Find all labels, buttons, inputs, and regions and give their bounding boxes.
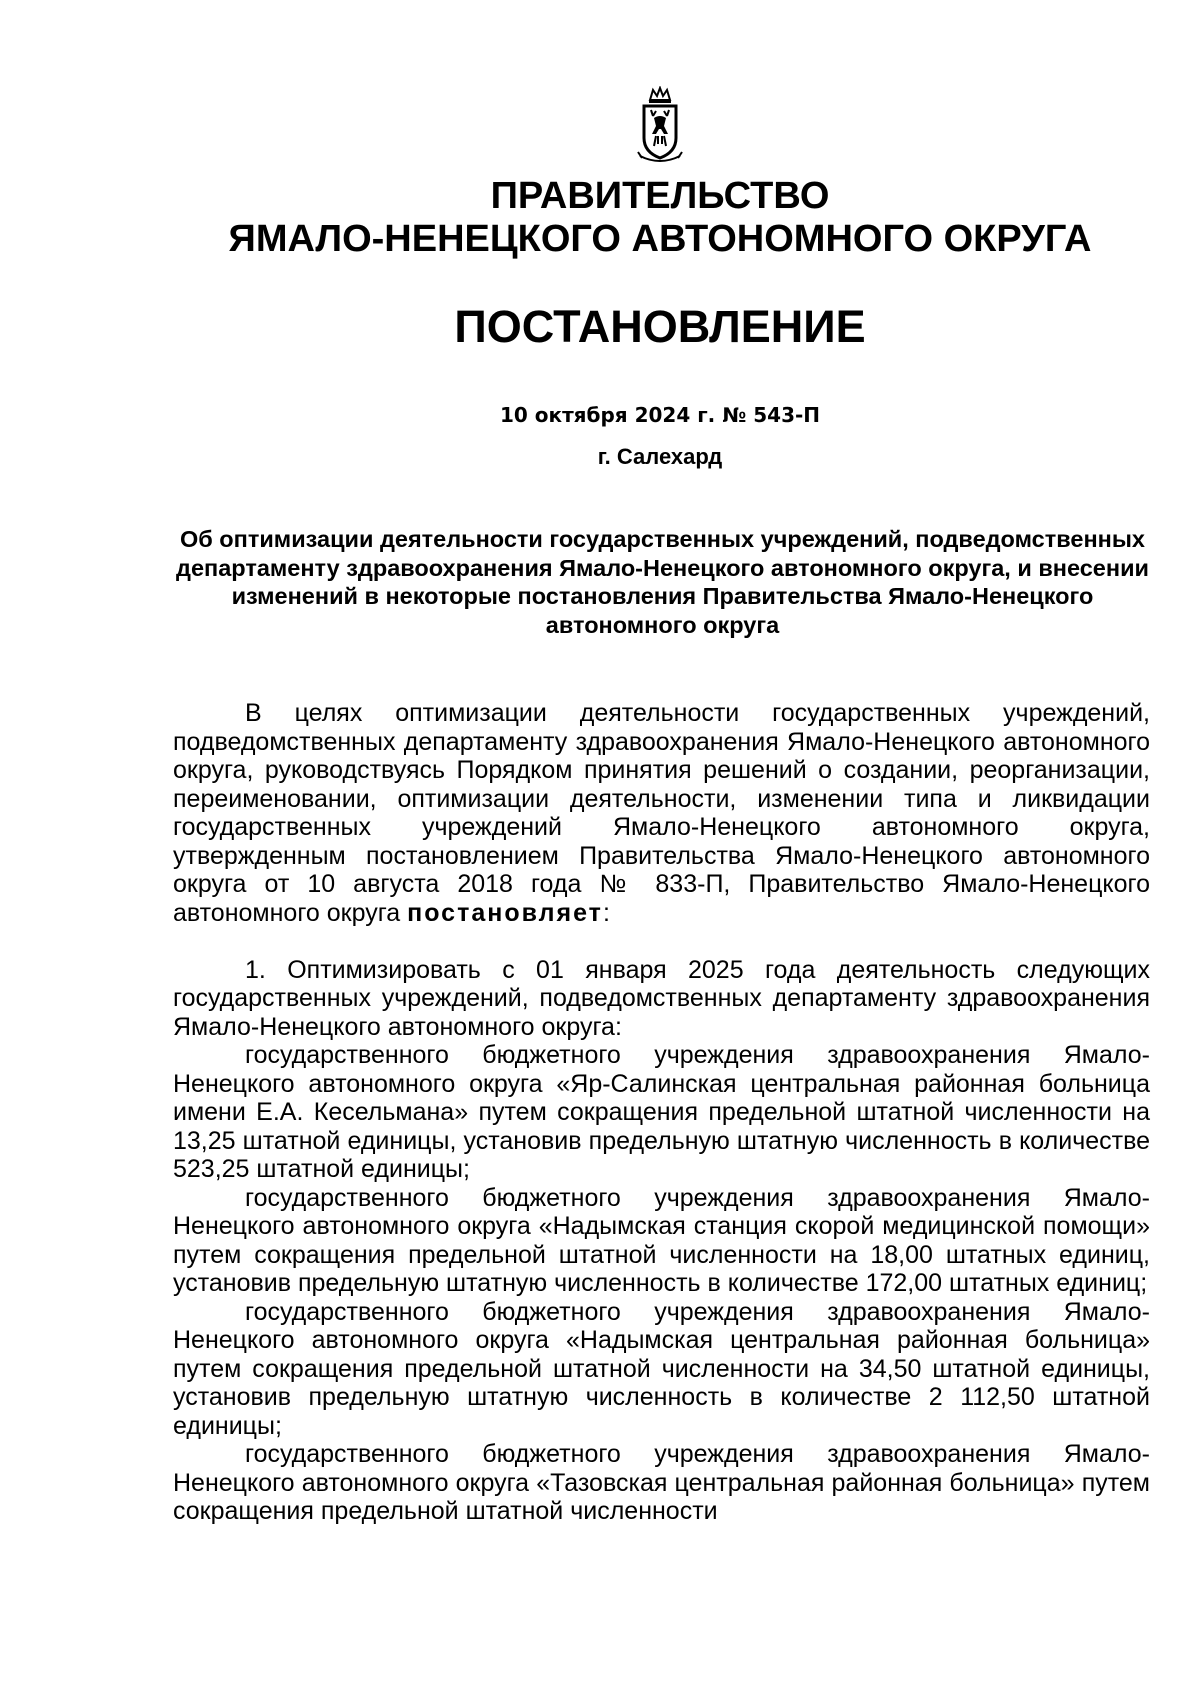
- document-body: [173, 699, 1150, 1526]
- subitem-paragraph-4: государственного бюджетного учреждения здравоохранения Ямало-Ненецкого автономного округа «Тазовская центральная районная больница» путем сокращения предельной штатной численности: [173, 1440, 1150, 1525]
- preamble-paragraph: [173, 699, 1150, 927]
- yamal-coat-of-arms-icon: [636, 86, 684, 168]
- preamble-text: В целях оптимизации деятельности государственных учреждений, подведомственных департаменту здравоохранения Ямало-Ненецкого автономного округа, руководствуясь Порядком принятия решений о создании, реорганизации, переименовании, оптимизации деятельности, изменении типа и ликвидации государственных учреждений Ямало-Ненецкого автономного округа, утвержденным постановлением Правительства Ямало-Ненецкого автономного округа от 10 августа 2018 года № 833-П, Правительство Ямало-Ненецкого автономного округа: [173, 699, 1150, 927]
- document-type: ПОСТАНОВЛЕНИЕ: [454, 301, 866, 352]
- item-1-paragraph: 1. Оптимизировать с 01 января 2025 года деятельность следующих государственных учреждений, подведомственных департаменту здравоохранения Ямало-Ненецкого автономного округа:: [173, 955, 1150, 1041]
- subitem-paragraph-3: государственного бюджетного учреждения здравоохранения Ямало-Ненецкого автономного округа «Надымская центральная районная больница» путем сокращения предельной штатной численности на 34,50 штатной единицы, установив предельную штатную численность в количестве 2 112,50 штатной единицы;: [173, 1297, 1150, 1440]
- document-title: Об оптимизации деятельности государственных учреждений, подведомственных департаменту здравоохранения Ямало-Ненецкого автономного округа, и внесении изменений в некоторые постановления Правительства Ямало-Ненецкого автономного округа: [176, 526, 1149, 638]
- organization-name-line2: ЯМАЛО-НЕНЕЦКОГО АВТОНОМНОГО ОКРУГА: [228, 218, 1092, 260]
- decree-colon: :: [602, 898, 610, 927]
- city: г. Салехард: [597, 444, 723, 469]
- date-and-number: 10 октября 2024 г. № 543-П: [499, 403, 821, 427]
- subitem-paragraph-1: государственного бюджетного учреждения здравоохранения Ямало-Ненецкого автономного округа «Яр-Салинская центральная районная больница имени Е.А. Кесельмана» путем сокращения предельной штатной численности на 13,25 штатной единицы, установив предельную штатную численность в количестве 523,25 штатной единицы;: [173, 1041, 1150, 1183]
- subitem-paragraph-2: государственного бюджетного учреждения здравоохранения Ямало-Ненецкого автономного округа «Надымская станция скорой медицинской помощи» путем сокращения предельной штатной численности на 18,00 штатных единиц, установив предельную штатную численность в количестве 172,00 штатных единиц;: [173, 1183, 1150, 1297]
- decree-word: постановляет: [407, 898, 603, 927]
- organization-name-line1: ПРАВИТЕЛЬСТВО: [490, 175, 830, 217]
